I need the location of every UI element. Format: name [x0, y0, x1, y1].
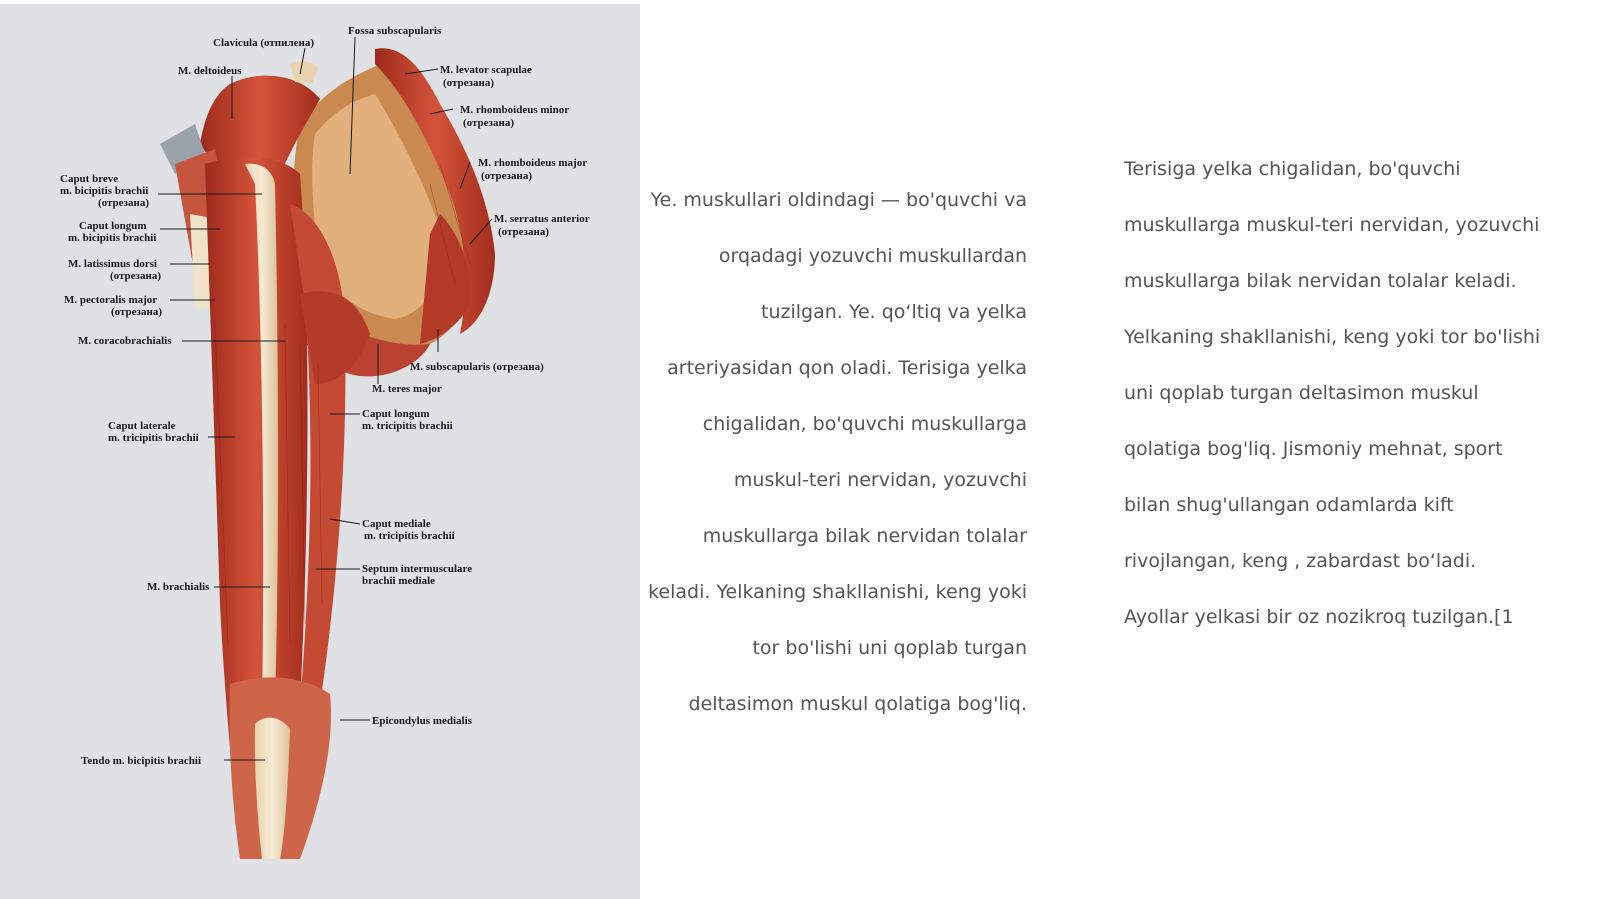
- label-serratus: M. serratus anterior: [494, 213, 590, 225]
- text-line: keladi. Yelkaning shakllanishi, keng yoki: [648, 581, 1027, 603]
- label-caput-longum-2: m. bicipitis brachii: [68, 232, 157, 244]
- label-clavicula: Clavicula (отпилена): [213, 37, 315, 49]
- text-line: muskullarga muskul-teri nervidan, yozuvchi: [1124, 214, 1540, 236]
- text-line: uni qoplab turgan deltasimon muskul: [1124, 382, 1479, 404]
- text-line: Ayollar yelkasi bir oz nozikroq tuzilgan.[1: [1124, 606, 1514, 628]
- label-pectoralis: M. pectoralis major: [64, 294, 158, 306]
- label-caput-lat: Caput laterale: [108, 420, 176, 432]
- label-caput-breve-3: (отрезана): [98, 197, 149, 209]
- label-caput-breve-2: m. bicipitis brachii: [60, 185, 149, 197]
- text-line: orqadagi yozuvchi muskullardan: [718, 245, 1027, 267]
- text-line: qolatiga bog'liq. Jismoniy mehnat, sport: [1124, 438, 1503, 460]
- anatomy-illustration: [0, 4, 640, 899]
- label-caput-med-2: m. tricipitis brachii: [364, 530, 455, 542]
- label-serratus-note: (отрезана): [498, 226, 549, 238]
- label-coracobrachialis: M. coracobrachialis: [78, 335, 172, 347]
- label-septum: Septum intermusculare: [362, 563, 473, 575]
- text-line: chigalidan, bo'quvchi muskullarga: [702, 413, 1027, 435]
- label-epicondylus: Epicondylus medialis: [372, 715, 472, 727]
- label-latissimus: M. latissimus dorsi: [68, 258, 157, 270]
- label-rhomb-major-note: (отрезана): [481, 170, 532, 182]
- text-line: rivojlangan, keng , zabardast boʻladi.: [1124, 550, 1477, 572]
- arm-muscles-drawing: [0, 4, 640, 899]
- text-line: muskul-teri nervidan, yozuvchi: [733, 469, 1027, 491]
- label-brachialis: M. brachialis: [147, 581, 210, 593]
- label-deltoideus: M. deltoideus: [178, 65, 242, 77]
- label-caput-long-tri-2: m. tricipitis brachii: [362, 420, 453, 432]
- text-line: arteriyasidan qon oladi. Terisiga yelka: [667, 357, 1027, 379]
- text-line: Ye. muskullari oldindagi — bo'quvchi va: [650, 189, 1027, 211]
- label-levator-note: (отрезана): [443, 77, 494, 89]
- label-levator: M. levator scapulae: [440, 64, 532, 76]
- text-line: bilan shug'ullangan odamlarda kift: [1124, 494, 1454, 516]
- middle-text-column: [644, 172, 1027, 732]
- text-line: tor bo'lishi uni qoplab turgan: [752, 637, 1027, 659]
- text-line: muskullarga bilak nervidan tolalar keladi.: [1124, 270, 1517, 292]
- right-text-column: [1124, 141, 1564, 645]
- text-line: deltasimon muskul qolatiga bog'liq.: [688, 693, 1027, 715]
- label-fossa: Fossa subscapularis: [348, 25, 442, 37]
- label-caput-breve: Caput breve: [60, 173, 119, 185]
- label-rhomb-major: M. rhomboideus major: [478, 157, 588, 169]
- label-teres-major: M. teres major: [372, 383, 442, 395]
- label-rhomb-minor-note: (отрезана): [463, 117, 514, 129]
- label-septum-2: brachii mediale: [362, 575, 436, 587]
- label-caput-med: Caput mediale: [362, 518, 431, 530]
- label-caput-lat-2: m. tricipitis brachii: [108, 432, 199, 444]
- text-line: tuzilgan. Ye. qoʻltiq va yelka: [761, 301, 1027, 323]
- text-line: Terisiga yelka chigalidan, bo'quvchi: [1124, 158, 1461, 180]
- label-tendo: Tendo m. bicipitis brachii: [81, 755, 202, 767]
- text-line: muskullarga bilak nervidan tolalar: [702, 525, 1027, 547]
- text-line: Yelkaning shakllanishi, keng yoki tor bo'lishi: [1124, 326, 1541, 348]
- label-rhomb-minor: M. rhomboideus minor: [460, 104, 570, 116]
- label-subscapularis: M. subscapularis (отрезана): [410, 361, 544, 373]
- label-caput-longum: Caput longum: [79, 220, 147, 232]
- label-pectoralis-2: (отрезана): [111, 306, 162, 318]
- label-latissimus-2: (отрезана): [110, 270, 161, 282]
- label-caput-long-tri: Caput longum: [362, 408, 430, 420]
